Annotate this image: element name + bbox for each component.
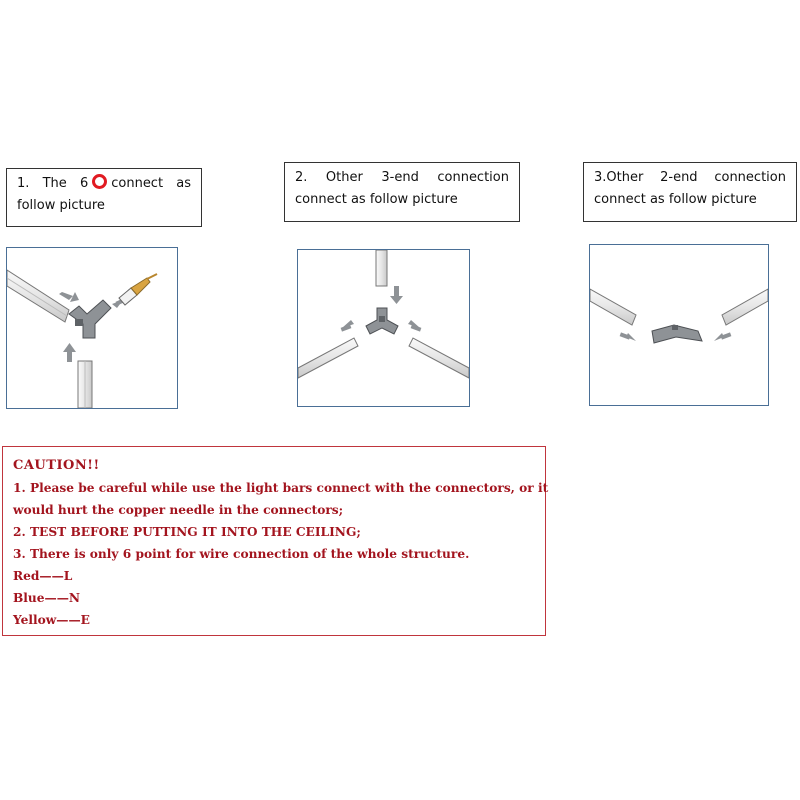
caution-notice: [2, 446, 549, 636]
arrow-left-icon: [408, 320, 421, 332]
step-2-word-1: 2. Other: [295, 170, 363, 185]
caution-title: CAUTION!!: [13, 458, 100, 473]
arrow-up-icon: [63, 343, 76, 362]
three-end-connector-diagram: [298, 250, 469, 406]
step-1-line-2: follow picture: [17, 198, 105, 213]
red-circle-icon: [92, 174, 107, 189]
wire-terminal-icon: [119, 274, 157, 305]
step-2-line-2: connect as follow picture: [295, 192, 458, 207]
arrow-icon: [714, 332, 731, 341]
step-1-text-after: connect as: [111, 176, 191, 191]
step-2-word-3: connection: [437, 170, 509, 185]
step-3-word-2: 2-end: [660, 170, 698, 185]
light-bar-diagonal: [7, 270, 69, 322]
arrow-right-icon: [341, 320, 354, 332]
arrow-down-icon: [390, 286, 403, 304]
two-end-connector-diagram: [590, 245, 768, 405]
wire-red: Red——L: [13, 569, 73, 583]
light-bar-right: [722, 289, 768, 325]
step-3-line-2: connect as follow picture: [594, 192, 757, 207]
wire-yellow: Yellow——E: [13, 613, 90, 627]
step-2-illustration: [297, 249, 470, 407]
two-way-connector: [652, 325, 702, 343]
step-3-caption: [583, 162, 797, 222]
step-3-line-1: [594, 167, 786, 189]
caution-line-3: 2. TEST BEFORE PUTTING IT INTO THE CEILING;: [13, 525, 361, 539]
step-3-word-3: connection: [714, 170, 786, 185]
caution-line-4: 3. There is only 6 point for wire connection of the whole structure.: [13, 547, 470, 561]
caution-line-2: would hurt the copper needle in the connectors;: [13, 503, 344, 517]
step-3-illustration: [589, 244, 769, 406]
step-2-line-1: [295, 167, 509, 189]
light-bar-left: [590, 289, 636, 325]
step-1-line-1: [17, 173, 191, 195]
light-bar-top: [376, 250, 387, 286]
step-3-word-1: 3.Other: [594, 170, 644, 185]
y-connector: [69, 300, 111, 338]
light-bar-left: [298, 338, 358, 378]
step-1-illustration: [6, 247, 178, 409]
light-bar-right: [409, 338, 469, 378]
step-1-caption: [6, 168, 202, 227]
step-2-word-2: 3-end: [381, 170, 419, 185]
step-2-caption: [284, 162, 520, 222]
wire-blue: Blue——N: [13, 591, 81, 605]
light-bar-vertical: [78, 361, 92, 408]
arrow-icon: [59, 292, 79, 302]
step-1-text-before: 1. The 6: [17, 176, 89, 191]
three-way-connector: [366, 308, 398, 334]
arrow-icon: [620, 332, 636, 341]
y-connector-diagram: [7, 248, 177, 408]
connector-hole: [75, 319, 83, 326]
caution-line-1: 1. Please be careful while use the light bars connect with the connectors, or it: [13, 481, 549, 495]
